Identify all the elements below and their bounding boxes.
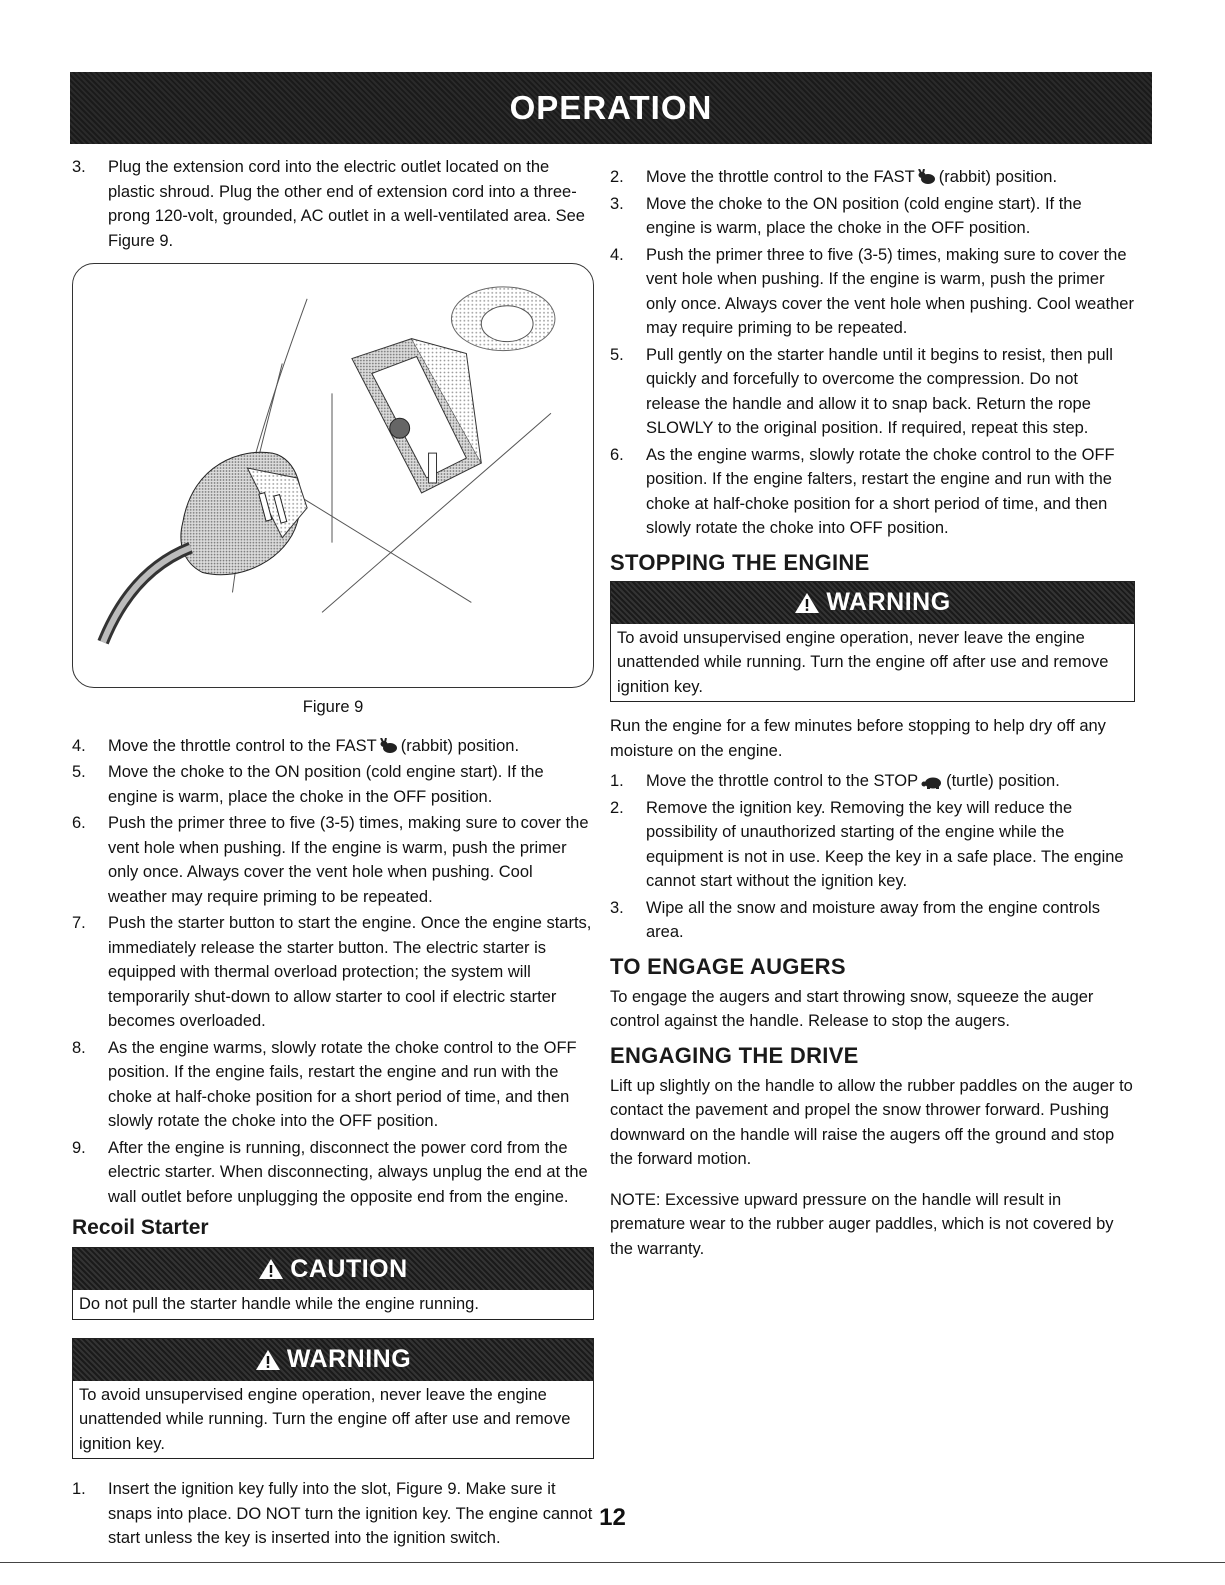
step-text: Insert the ignition key fully into the slot, Figure 9. Make sure it snaps into place. DO NOT turn the ignition key. The engine cannot start unless the key is inserted into the ignition switch.	[108, 1480, 593, 1547]
figure-9-illustration	[72, 263, 594, 688]
page-number: 12	[599, 1504, 626, 1531]
list-item	[72, 911, 594, 1034]
step-text: Pull gently on the starter handle until it begins to resist, then pull quickly and forcefully to overcome the compression. Do not release the handle and allow it to snap back. Return the rope SLOWLY to the original position. If required, repeat this step.	[646, 345, 1113, 437]
step-text: Move the throttle control to the STOP (turtle) position.	[646, 772, 1060, 790]
stopping-engine-heading: STOPPING THE ENGINE	[610, 549, 870, 575]
augers-text: To engage the augers and start throwing snow, squeeze the auger control against the handle. Release to stop the augers.	[610, 987, 1094, 1030]
step-number: 2.	[610, 168, 624, 186]
step-text: Wipe all the snow and moisture away from the engine controls area.	[646, 898, 1100, 941]
step-text: Push the starter button to start the engine. Once the engine starts, immediately release the starter button. The electric starter is equipped with thermal overload protection; the system will temporarily shut-down to allow starter to cool if electric starter becomes overloaded.	[108, 914, 592, 1030]
section-banner	[70, 72, 1152, 144]
recoil-starter-heading: Recoil Starter	[72, 1216, 209, 1239]
list-item	[72, 811, 594, 909]
step-text: Move the throttle control to the FAST (rabbit) position.	[646, 168, 1058, 186]
list-item	[610, 165, 1135, 190]
step-number: 3.	[610, 194, 624, 213]
caution-box	[72, 1247, 594, 1320]
warning-box	[72, 1338, 594, 1460]
step-text: As the engine warms, slowly rotate the choke control to the OFF position. If the engine fails, restart the engine and run with the choke at half-choke position for a short period of time, and then slowly rotate the choke into the OFF position.	[108, 1038, 577, 1130]
list-item	[610, 343, 1135, 441]
step-number: 6.	[72, 814, 86, 832]
note-text: NOTE: Excessive upward pressure on the handle will result in premature wear to the rubber auger paddles, which is not covered by the warranty.	[610, 1190, 1114, 1258]
step-number: 2.	[610, 798, 624, 817]
rabbit-icon	[380, 738, 398, 754]
caution-text: Do not pull the starter handle while the engine running.	[79, 1295, 479, 1313]
list-item	[610, 192, 1135, 241]
warning-text: To avoid unsupervised engine operation, never leave the engine unattended while running. Turn the engine off after use and remove ignition key.	[617, 628, 1109, 696]
step-number: 3.	[72, 158, 86, 176]
step-text: As the engine warms, slowly rotate the choke control to the OFF position. If the engine falters, restart the engine and run with the choke at half-choke position for a short period of time, and then slowly rotate the choke into OFF position.	[646, 445, 1115, 537]
drive-text: Lift up slightly on the handle to allow the rubber paddles on the auger to contact the pavement and propel the snow thrower forward. Pushing downward on the handle will raise the augers off the ground and stop the forward motion.	[610, 1076, 1133, 1168]
list-item	[72, 734, 594, 759]
bottom-divider	[0, 1562, 1225, 1563]
caution-header	[73, 1248, 593, 1290]
list-item	[610, 443, 1135, 541]
step-text: Move the choke to the ON position (cold engine start). If the engine is warm, place the choke in the OFF position.	[646, 194, 1082, 237]
step-text: Move the throttle control to the FAST (rabbit) position.	[108, 736, 520, 755]
step-number: 1.	[72, 1480, 86, 1498]
step-text: Plug the extension cord into the electric outlet located on the plastic shroud. Plug the other end of extension cord into a three-prong 120-volt, grounded, AC outlet in a well-ventilated area. See Figure 9.	[108, 158, 585, 250]
warning-title: WARNING	[826, 588, 951, 617]
figure-caption: Figure 9	[302, 698, 364, 716]
left-column	[72, 155, 594, 1553]
alert-triangle-icon	[794, 592, 820, 614]
step-number: 5.	[610, 345, 624, 364]
step-text: Move the choke to the ON position (cold engine start). If the engine is warm, place the choke in the OFF position.	[108, 763, 544, 806]
list-item	[610, 243, 1135, 341]
caution-title: CAUTION	[290, 1254, 408, 1283]
list-item	[610, 896, 1135, 945]
warning-title: WARNING	[286, 1345, 412, 1374]
warning-header	[73, 1339, 593, 1381]
step-text: After the engine is running, disconnect the power cord from the electric starter. When disconnecting, always unplug the end at the wall outlet before unplugging the opposite end from the engine.	[108, 1138, 588, 1206]
extension-cord-plug-illustration	[73, 264, 593, 687]
step-number: 4.	[72, 736, 86, 755]
stopping-intro: Run the engine for a few minutes before stopping to help dry off any moisture on the engine.	[610, 717, 1106, 760]
step-text: Push the primer three to five (3-5) times, making sure to cover the vent hole when pushing. If the engine is warm, push the primer only once. Always cover the vent hole when pushing. Cool weather may require priming to be repeated.	[108, 814, 589, 906]
step-number: 9.	[72, 1138, 86, 1157]
turtle-icon	[921, 775, 943, 789]
list-item	[72, 1036, 594, 1134]
alert-triangle-icon	[255, 1349, 281, 1371]
step-text: Remove the ignition key. Removing the key will reduce the possibility of unauthorized starting of the engine while the equipment is not in use. Keep the key in a safe place. The engine cannot start without the ignition key.	[646, 798, 1124, 890]
page-title: OPERATION	[509, 89, 713, 126]
warning-header	[611, 582, 1134, 624]
alert-triangle-icon	[258, 1258, 284, 1280]
step-number: 4.	[610, 245, 624, 264]
list-item	[72, 155, 594, 253]
warning-text: To avoid unsupervised engine operation, never leave the engine unattended while running. Turn the engine off after use and remove ignition key.	[79, 1385, 571, 1453]
step-number: 5.	[72, 763, 86, 781]
step-text: Push the primer three to five (3-5) times, making sure to cover the vent hole when pushing. If the engine is warm, push the primer only once. Always cover the vent hole when pushing. Cool weather may require priming to be repeated.	[646, 245, 1134, 337]
list-item	[72, 1136, 594, 1210]
list-item	[610, 769, 1135, 794]
rabbit-icon	[918, 169, 936, 185]
engaging-drive-heading: ENGAGING THE DRIVE	[610, 1042, 859, 1068]
step-number: 3.	[610, 898, 624, 917]
step-number: 7.	[72, 914, 86, 932]
step-number: 6.	[610, 445, 624, 464]
step-number: 8.	[72, 1038, 86, 1057]
right-column	[610, 165, 1135, 1267]
list-item	[610, 796, 1135, 894]
warning-box	[610, 581, 1135, 703]
step-number: 1.	[610, 772, 624, 790]
list-item	[72, 760, 594, 809]
engage-augers-heading: TO ENGAGE AUGERS	[610, 953, 846, 979]
